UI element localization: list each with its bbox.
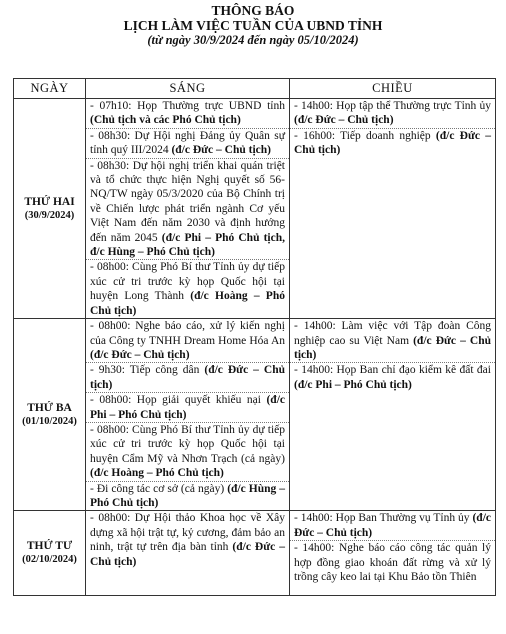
item-assignee: (đ/c Phi – Phó Chủ tịch) <box>294 378 412 391</box>
item-text: - 14h00: Họp tập thể Thường trực Tỉnh ủy <box>294 100 491 112</box>
header-afternoon: CHIỀU <box>290 79 496 99</box>
item-text: - 14h00: Họp Ban Thường vụ Tỉnh ủy <box>294 512 473 525</box>
table-row <box>14 99 496 319</box>
schedule-item <box>86 482 289 511</box>
morning-cell <box>86 99 290 319</box>
schedule-item <box>86 423 289 482</box>
schedule-item <box>86 319 289 363</box>
item-assignee: (đ/c Đức – Chủ tịch) <box>90 541 285 568</box>
schedule-item <box>86 260 289 318</box>
item-text: - Đi công tác cơ sở (cả ngày) <box>90 482 228 495</box>
item-assignee: (đ/c Đức – Chủ tịch) <box>294 512 491 539</box>
table-header-row <box>14 79 496 99</box>
day-cell <box>14 99 86 319</box>
day-date: (02/10/2024) <box>22 554 77 566</box>
header-morning: SÁNG <box>86 79 290 99</box>
day-name: THỨ HAI <box>24 195 75 208</box>
schedule-item <box>86 511 289 569</box>
item-assignee: (đ/c Hoàng – Phó Chủ tịch) <box>90 467 224 480</box>
schedule-title: LỊCH LÀM VIỆC TUẦN CỦA UBND TỈNH <box>123 18 383 33</box>
item-text: - 08h00: Nghe báo cáo, xử lý kiến nghị của Công ty TNHH Dream Home Hóa An <box>90 320 285 347</box>
item-text: - 16h00: Tiếp doanh nghiệp <box>294 129 436 142</box>
day-name: THỨ TƯ <box>26 540 73 553</box>
table-row <box>14 319 496 511</box>
schedule-item <box>86 129 289 159</box>
schedule-item <box>86 99 289 129</box>
morning-cell <box>86 319 290 511</box>
item-text: - 08h00: Cùng Phó Bí thư Tỉnh ủy dự tiếp xúc cử tri trước kỳ họp Quốc hội tại huyện Cẩm Mỹ và Nhơn Trạch (cả ngày) <box>90 423 285 465</box>
schedule-item <box>290 99 495 129</box>
item-assignee: (đ/c Đức – Chủ tịch) <box>171 144 271 157</box>
schedule-item <box>86 159 289 261</box>
schedule-item <box>86 363 289 393</box>
schedule-item <box>290 541 495 584</box>
day-date: (30/9/2024) <box>24 209 75 221</box>
schedule-table <box>13 78 496 596</box>
day-name: THỨ BA <box>27 401 72 414</box>
item-text: - 07h10: Họp Thường trực UBND tỉnh <box>90 100 285 112</box>
notice-title: THÔNG BÁO <box>211 3 295 18</box>
date-range: (từ ngày 30/9/2024 đến ngày 05/10/2024) <box>147 33 359 47</box>
item-text: - 14h00: Làm việc với Tập đoàn Công nghiệp cao su Việt Nam <box>294 320 491 347</box>
afternoon-cell <box>290 511 496 596</box>
afternoon-cell <box>290 99 496 319</box>
item-assignee: (đ/c Đức – Chủ tịch) <box>294 129 491 157</box>
day-cell <box>14 319 86 511</box>
item-assignee: (đ/c Phi – Phó Chủ tịch, đ/c Hùng – Phó Chủ tịch) <box>90 231 285 259</box>
item-text: - 08h00: Họp giải quyết khiếu nại <box>90 394 267 407</box>
schedule-item <box>86 393 289 423</box>
item-assignee: (đ/c Hùng – Phó Chủ tịch) <box>90 482 285 509</box>
afternoon-cell <box>290 319 496 511</box>
schedule-item <box>290 319 495 363</box>
item-text: - 14h00: Họp Ban chỉ đạo kiểm kê đất đai <box>294 364 491 377</box>
item-assignee: (đ/c Đức – Chủ tịch) <box>294 334 491 361</box>
day-cell <box>14 511 86 596</box>
schedule-item <box>290 129 495 158</box>
schedule-item <box>290 363 495 392</box>
item-assignee: (đ/c Đức – Chủ tịch) <box>90 348 190 361</box>
item-assignee: (đ/c Hoàng – Phó Chủ tịch) <box>90 290 285 317</box>
item-assignee: (Chủ tịch và các Phó Chủ tịch) <box>90 114 241 127</box>
item-text: - 08h30: Dự Hội nghị Đảng ủy Quân sự tỉnh quý III/2024 <box>90 129 285 157</box>
item-text: - 08h00: Dự Hội thảo Khoa học về Xây dựng xã hội trật tự, kỷ cương, đảm bảo an ninh, trật tự trên địa bàn tỉnh <box>90 512 285 554</box>
item-assignee: (đ/c Phi – Phó Chủ tịch) <box>90 394 285 421</box>
morning-cell <box>86 511 290 596</box>
item-assignee: (đ/c Đức – Chủ tịch) <box>90 364 285 391</box>
schedule-item <box>290 511 495 541</box>
table-row <box>14 511 496 596</box>
item-text: - 14h00: Nghe báo cáo công tác quản lý hợp đồng giao khoán đất rừng và xử lý trồng cây keo lai tại Khu Bảo tồn Thiên <box>294 542 491 583</box>
item-text: - 9h30: Tiếp công dân <box>90 364 205 377</box>
item-text: - 08h30: Dự hội nghị triển khai quán triệt và tổ chức thực hiện Nghị quyết số 56-NQ/TW ngày 05/3/2020 của Bộ Chính trị về Chiến lược phát triển ngành Cơ yếu Việt Nam đến năm 2030 và định hướng đến năm 2045 <box>90 159 285 244</box>
header-day: NGÀY <box>14 79 86 99</box>
item-text: - 08h00: Cùng Phó Bí thư Tỉnh ủy dự tiếp xúc cử tri trước kỳ họp Quốc hội tại huyện Long Thành <box>90 261 285 303</box>
item-assignee: (đ/c Đức – Chủ tịch) <box>294 114 394 127</box>
day-date: (01/10/2024) <box>22 415 77 427</box>
